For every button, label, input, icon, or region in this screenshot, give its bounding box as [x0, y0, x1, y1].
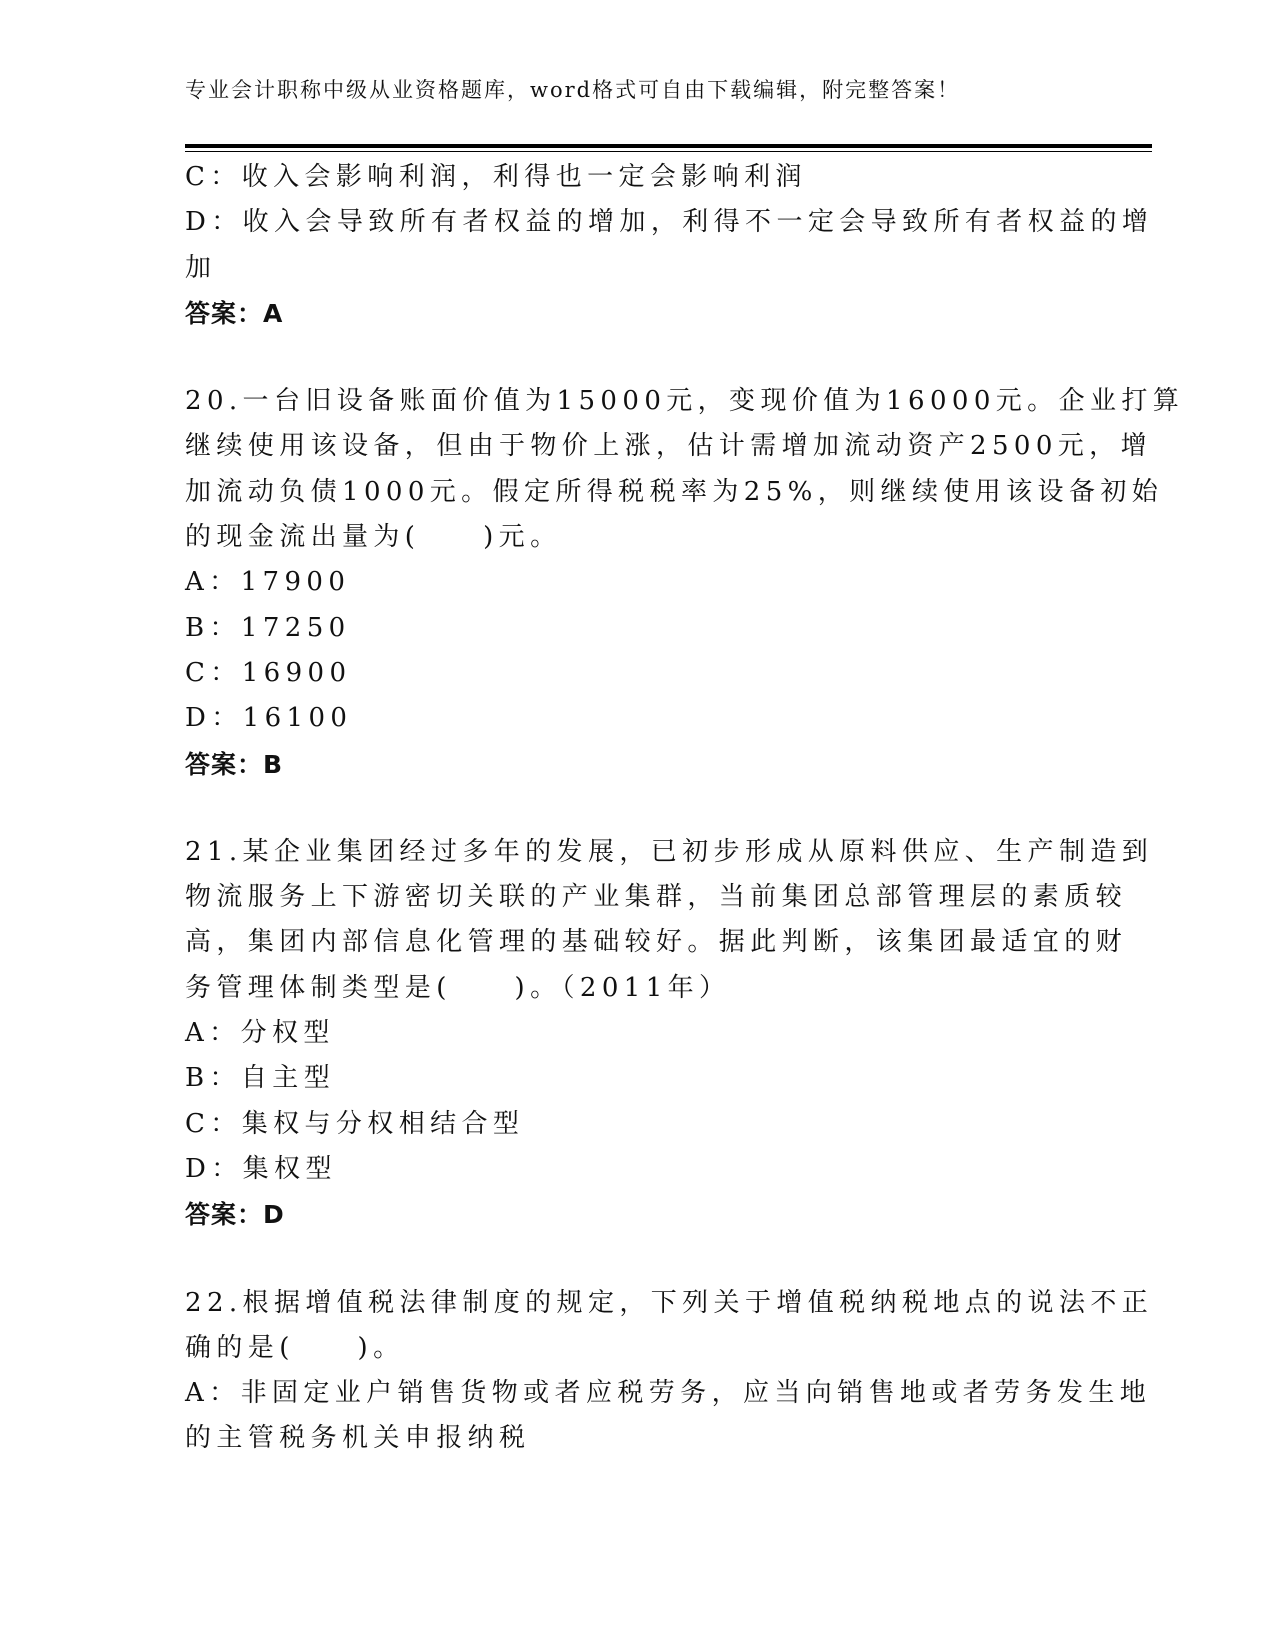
- option-b: B：自主型: [185, 1063, 336, 1094]
- question-stem-line: 的现金流出量为( )元。: [185, 522, 562, 553]
- option-a-continued: 的主管税务机关申报纳税: [185, 1423, 531, 1454]
- option-line: C：收入会影响利润，利得也一定会影响利润: [185, 162, 807, 192]
- option-a: A：分权型: [185, 1018, 335, 1049]
- option-a: A：非固定业户销售货物或者应税劳务，应当向销售地或者劳务发生地: [185, 1378, 1152, 1409]
- question-stem-line: 20.一台旧设备账面价值为15000元，变现价值为16000元。企业打算: [185, 386, 1185, 417]
- option-a: A：17900: [185, 567, 351, 598]
- question-stem-line: 21.某企业集团经过多年的发展，已初步形成从原料供应、生产制造到: [185, 836, 1154, 867]
- question-stem-line: 高，集团内部信息化管理的基础较好。据此判断，该集团最适宜的财: [185, 927, 1128, 958]
- document-body: [185, 155, 1185, 1462]
- question-20: [185, 379, 1185, 787]
- header-rule-thick: [185, 144, 1152, 148]
- answer-line: 答案：D: [185, 1200, 285, 1230]
- option-line: 加: [185, 252, 217, 283]
- question-21: [185, 830, 1154, 1238]
- page-header: 专业会计职称中级从业资格题库，word格式可自由下载编辑，附完整答案！: [185, 78, 961, 102]
- question-stem-line: 物流服务上下游密切关联的产业集群，当前集团总部管理层的素质较: [185, 882, 1128, 913]
- option-b: B：17250: [185, 612, 351, 643]
- option-c: C：16900: [185, 657, 352, 688]
- answer-line: 答案：B: [185, 749, 284, 779]
- question-stem-line: 22.根据增值税法律制度的规定，下列关于增值税纳税地点的说法不正: [185, 1287, 1154, 1318]
- option-line: D：收入会导致所有者权益的增加，利得不一定会导致所有者权益的增: [185, 207, 1154, 238]
- question-stem-line: 加流动负债1000元。假定所得税税率为25%，则继续使用该设备初始: [185, 476, 1164, 507]
- question-22: [185, 1281, 1154, 1462]
- question-stem-line: 务管理体制类型是( )。（2011年）: [185, 972, 731, 1003]
- prev-question: [185, 155, 1154, 336]
- option-d: D：16100: [185, 703, 353, 734]
- question-stem-line: 继续使用该设备，但由于物价上涨，估计需增加流动资产2500元，增: [185, 431, 1152, 462]
- question-stem-line: 确的是( )。: [185, 1332, 405, 1363]
- answer-line: 答案：A: [185, 298, 284, 328]
- option-d: D：集权型: [185, 1153, 337, 1184]
- header-rule-thin: [185, 151, 1152, 152]
- option-c: C：集权与分权相结合型: [185, 1108, 525, 1139]
